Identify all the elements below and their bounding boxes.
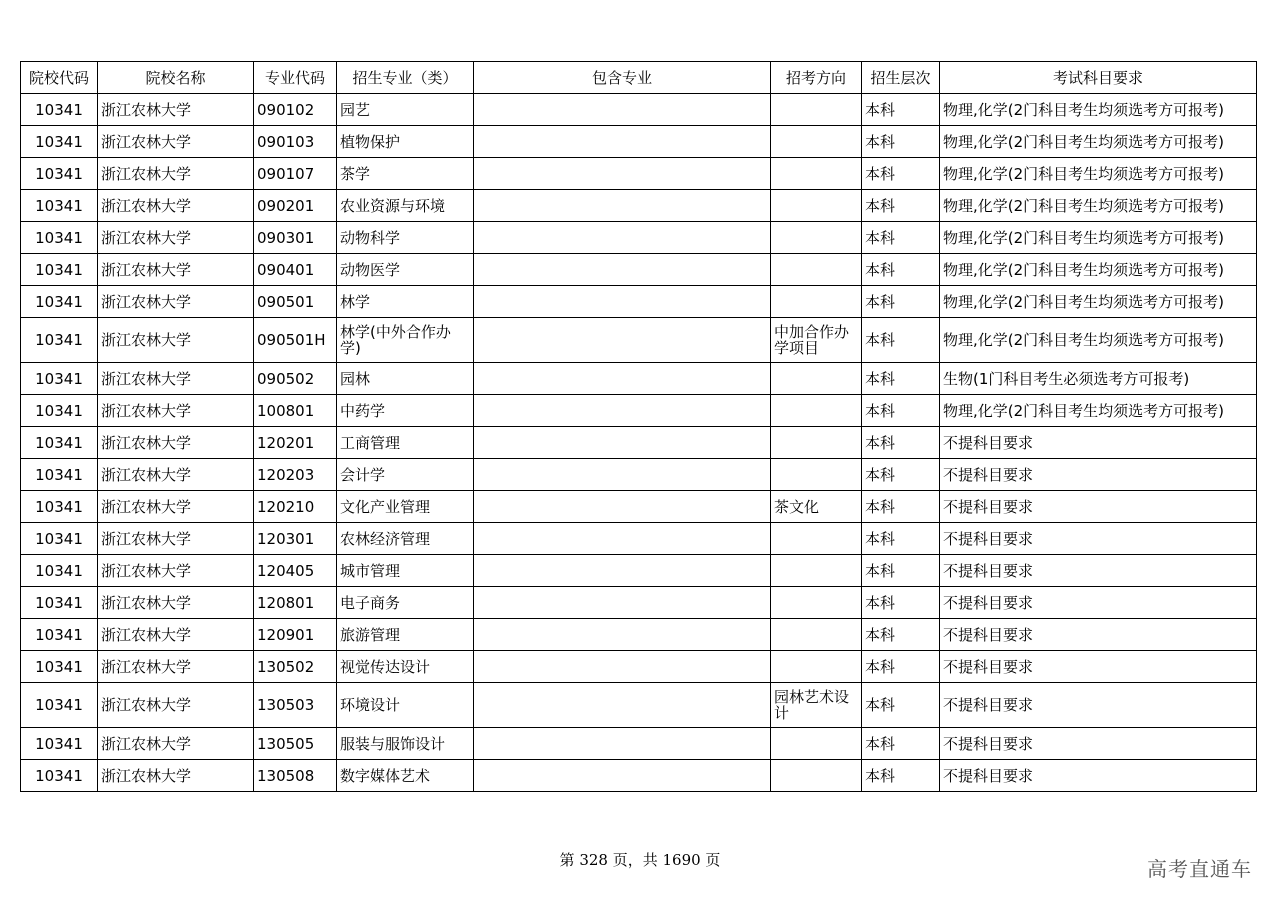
cell-level: 本科 [862, 254, 940, 286]
cell-included-majors [474, 587, 771, 619]
cell-included-majors [474, 94, 771, 126]
table-row [21, 158, 1257, 190]
table-row [21, 318, 1257, 363]
cell-major: 农业资源与环境 [337, 190, 474, 222]
cell-direction [771, 523, 862, 555]
cell-direction: 中加合作办学项目 [771, 318, 862, 363]
cell-school-code: 10341 [21, 286, 98, 318]
cell-included-majors [474, 286, 771, 318]
cell-school-name: 浙江农林大学 [98, 222, 254, 254]
cell-major-code: 130508 [254, 760, 337, 792]
cell-school-name: 浙江农林大学 [98, 683, 254, 728]
cell-included-majors [474, 318, 771, 363]
cell-major-code: 120901 [254, 619, 337, 651]
cell-major: 园林 [337, 363, 474, 395]
cell-subject-requirements: 不提科目要求 [940, 491, 1257, 523]
cell-included-majors [474, 254, 771, 286]
cell-major: 旅游管理 [337, 619, 474, 651]
cell-school-name: 浙江农林大学 [98, 126, 254, 158]
cell-subject-requirements: 不提科目要求 [940, 651, 1257, 683]
table-row [21, 619, 1257, 651]
table-row [21, 523, 1257, 555]
cell-level: 本科 [862, 728, 940, 760]
cell-major: 会计学 [337, 459, 474, 491]
cell-school-name: 浙江农林大学 [98, 555, 254, 587]
cell-subject-requirements: 物理,化学(2门科目考生均须选考方可报考) [940, 126, 1257, 158]
cell-subject-requirements: 不提科目要求 [940, 427, 1257, 459]
table-row [21, 286, 1257, 318]
cell-level: 本科 [862, 760, 940, 792]
table-row [21, 491, 1257, 523]
cell-level: 本科 [862, 587, 940, 619]
cell-level: 本科 [862, 126, 940, 158]
cell-school-code: 10341 [21, 728, 98, 760]
cell-level: 本科 [862, 158, 940, 190]
cell-school-code: 10341 [21, 651, 98, 683]
cell-level: 本科 [862, 94, 940, 126]
cell-major-code: 090501 [254, 286, 337, 318]
watermark: 高考直通车 [1147, 857, 1252, 881]
cell-included-majors [474, 459, 771, 491]
cell-school-code: 10341 [21, 427, 98, 459]
cell-direction [771, 94, 862, 126]
cell-major: 数字媒体艺术 [337, 760, 474, 792]
cell-included-majors [474, 523, 771, 555]
cell-school-name: 浙江农林大学 [98, 286, 254, 318]
cell-school-code: 10341 [21, 459, 98, 491]
cell-major-code: 090102 [254, 94, 337, 126]
cell-included-majors [474, 728, 771, 760]
cell-direction [771, 286, 862, 318]
cell-school-name: 浙江农林大学 [98, 318, 254, 363]
cell-level: 本科 [862, 683, 940, 728]
cell-direction [771, 459, 862, 491]
cell-major: 文化产业管理 [337, 491, 474, 523]
cell-level: 本科 [862, 427, 940, 459]
cell-major-code: 090103 [254, 126, 337, 158]
cell-major: 视觉传达设计 [337, 651, 474, 683]
cell-subject-requirements: 不提科目要求 [940, 555, 1257, 587]
cell-major: 城市管理 [337, 555, 474, 587]
cell-direction [771, 651, 862, 683]
cell-subject-requirements: 不提科目要求 [940, 587, 1257, 619]
cell-subject-requirements: 物理,化学(2门科目考生均须选考方可报考) [940, 286, 1257, 318]
table-row [21, 427, 1257, 459]
cell-major-code: 130503 [254, 683, 337, 728]
cell-school-code: 10341 [21, 523, 98, 555]
cell-level: 本科 [862, 491, 940, 523]
cell-school-code: 10341 [21, 190, 98, 222]
cell-school-code: 10341 [21, 158, 98, 190]
cell-school-code: 10341 [21, 587, 98, 619]
cell-level: 本科 [862, 363, 940, 395]
header-direction: 招考方向 [771, 62, 862, 94]
cell-major: 服装与服饰设计 [337, 728, 474, 760]
cell-school-code: 10341 [21, 760, 98, 792]
cell-school-code: 10341 [21, 363, 98, 395]
cell-subject-requirements: 物理,化学(2门科目考生均须选考方可报考) [940, 94, 1257, 126]
cell-school-code: 10341 [21, 222, 98, 254]
cell-major-code: 120801 [254, 587, 337, 619]
cell-subject-requirements: 不提科目要求 [940, 523, 1257, 555]
cell-subject-requirements: 不提科目要求 [940, 619, 1257, 651]
cell-school-name: 浙江农林大学 [98, 760, 254, 792]
cell-major-code: 120210 [254, 491, 337, 523]
cell-school-name: 浙江农林大学 [98, 158, 254, 190]
cell-direction [771, 555, 862, 587]
table-row [21, 222, 1257, 254]
table-row [21, 94, 1257, 126]
cell-major-code: 120301 [254, 523, 337, 555]
cell-included-majors [474, 619, 771, 651]
table-row [21, 395, 1257, 427]
cell-level: 本科 [862, 523, 940, 555]
cell-major: 林学 [337, 286, 474, 318]
cell-major-code: 090107 [254, 158, 337, 190]
cell-included-majors [474, 651, 771, 683]
cell-level: 本科 [862, 619, 940, 651]
cell-level: 本科 [862, 651, 940, 683]
cell-major-code: 090501H [254, 318, 337, 363]
cell-major-code: 090201 [254, 190, 337, 222]
cell-school-name: 浙江农林大学 [98, 427, 254, 459]
cell-direction [771, 222, 862, 254]
cell-included-majors [474, 555, 771, 587]
header-level: 招生层次 [862, 62, 940, 94]
cell-included-majors [474, 222, 771, 254]
cell-school-code: 10341 [21, 395, 98, 427]
cell-school-name: 浙江农林大学 [98, 459, 254, 491]
cell-direction [771, 126, 862, 158]
cell-major: 农林经济管理 [337, 523, 474, 555]
cell-major-code: 130502 [254, 651, 337, 683]
cell-level: 本科 [862, 555, 940, 587]
header-school-code: 院校代码 [21, 62, 98, 94]
cell-school-name: 浙江农林大学 [98, 728, 254, 760]
table-row [21, 459, 1257, 491]
cell-included-majors [474, 363, 771, 395]
cell-level: 本科 [862, 395, 940, 427]
cell-school-name: 浙江农林大学 [98, 190, 254, 222]
cell-subject-requirements: 生物(1门科目考生必须选考方可报考) [940, 363, 1257, 395]
cell-subject-requirements: 物理,化学(2门科目考生均须选考方可报考) [940, 222, 1257, 254]
cell-school-name: 浙江农林大学 [98, 587, 254, 619]
cell-included-majors [474, 126, 771, 158]
cell-level: 本科 [862, 459, 940, 491]
cell-direction [771, 587, 862, 619]
cell-major-code: 120203 [254, 459, 337, 491]
cell-major-code: 120201 [254, 427, 337, 459]
cell-level: 本科 [862, 190, 940, 222]
cell-level: 本科 [862, 286, 940, 318]
cell-included-majors [474, 760, 771, 792]
cell-major-code: 090502 [254, 363, 337, 395]
cell-major: 环境设计 [337, 683, 474, 728]
cell-major-code: 130505 [254, 728, 337, 760]
table-row [21, 190, 1257, 222]
cell-direction [771, 158, 862, 190]
cell-included-majors [474, 158, 771, 190]
cell-major: 茶学 [337, 158, 474, 190]
cell-major-code: 120405 [254, 555, 337, 587]
cell-subject-requirements: 物理,化学(2门科目考生均须选考方可报考) [940, 254, 1257, 286]
header-major-code: 专业代码 [254, 62, 337, 94]
cell-subject-requirements: 不提科目要求 [940, 728, 1257, 760]
cell-school-name: 浙江农林大学 [98, 395, 254, 427]
cell-direction [771, 427, 862, 459]
cell-major: 中药学 [337, 395, 474, 427]
cell-subject-requirements: 不提科目要求 [940, 760, 1257, 792]
page-footer: 第 328 页，共 1690 页 [559, 851, 721, 869]
cell-level: 本科 [862, 222, 940, 254]
admissions-table [20, 61, 1257, 792]
header-included-majors: 包含专业 [474, 62, 771, 94]
cell-major: 电子商务 [337, 587, 474, 619]
cell-included-majors [474, 190, 771, 222]
cell-major: 工商管理 [337, 427, 474, 459]
cell-subject-requirements: 物理,化学(2门科目考生均须选考方可报考) [940, 395, 1257, 427]
cell-subject-requirements: 物理,化学(2门科目考生均须选考方可报考) [940, 158, 1257, 190]
cell-subject-requirements: 物理,化学(2门科目考生均须选考方可报考) [940, 318, 1257, 363]
cell-school-code: 10341 [21, 683, 98, 728]
cell-major: 动物医学 [337, 254, 474, 286]
cell-school-name: 浙江农林大学 [98, 523, 254, 555]
cell-direction [771, 728, 862, 760]
cell-school-code: 10341 [21, 94, 98, 126]
cell-major: 园艺 [337, 94, 474, 126]
header-school-name: 院校名称 [98, 62, 254, 94]
cell-included-majors [474, 491, 771, 523]
cell-major-code: 100801 [254, 395, 337, 427]
table-row [21, 587, 1257, 619]
cell-subject-requirements: 不提科目要求 [940, 683, 1257, 728]
cell-direction [771, 760, 862, 792]
cell-included-majors [474, 395, 771, 427]
cell-direction [771, 190, 862, 222]
cell-major-code: 090401 [254, 254, 337, 286]
cell-school-code: 10341 [21, 318, 98, 363]
cell-direction [771, 254, 862, 286]
cell-school-name: 浙江农林大学 [98, 651, 254, 683]
table-row [21, 254, 1257, 286]
cell-school-code: 10341 [21, 491, 98, 523]
cell-school-name: 浙江农林大学 [98, 94, 254, 126]
cell-school-code: 10341 [21, 619, 98, 651]
cell-school-code: 10341 [21, 254, 98, 286]
cell-major: 植物保护 [337, 126, 474, 158]
table-row [21, 760, 1257, 792]
cell-direction [771, 395, 862, 427]
cell-major-code: 090301 [254, 222, 337, 254]
table-row [21, 683, 1257, 728]
cell-major: 动物科学 [337, 222, 474, 254]
cell-subject-requirements: 不提科目要求 [940, 459, 1257, 491]
cell-direction: 茶文化 [771, 491, 862, 523]
header-subject-requirements: 考试科目要求 [940, 62, 1257, 94]
table-row [21, 126, 1257, 158]
cell-school-name: 浙江农林大学 [98, 363, 254, 395]
cell-major: 林学(中外合作办学) [337, 318, 474, 363]
table-row [21, 728, 1257, 760]
cell-direction: 园林艺术设计 [771, 683, 862, 728]
cell-school-code: 10341 [21, 555, 98, 587]
cell-level: 本科 [862, 318, 940, 363]
table-row [21, 555, 1257, 587]
cell-school-name: 浙江农林大学 [98, 619, 254, 651]
header-row [21, 62, 1257, 94]
table-row [21, 363, 1257, 395]
cell-direction [771, 619, 862, 651]
cell-direction [771, 363, 862, 395]
table-row [21, 651, 1257, 683]
cell-subject-requirements: 物理,化学(2门科目考生均须选考方可报考) [940, 190, 1257, 222]
cell-included-majors [474, 427, 771, 459]
cell-school-code: 10341 [21, 126, 98, 158]
cell-school-name: 浙江农林大学 [98, 491, 254, 523]
cell-school-name: 浙江农林大学 [98, 254, 254, 286]
header-major: 招生专业（类） [337, 62, 474, 94]
cell-included-majors [474, 683, 771, 728]
